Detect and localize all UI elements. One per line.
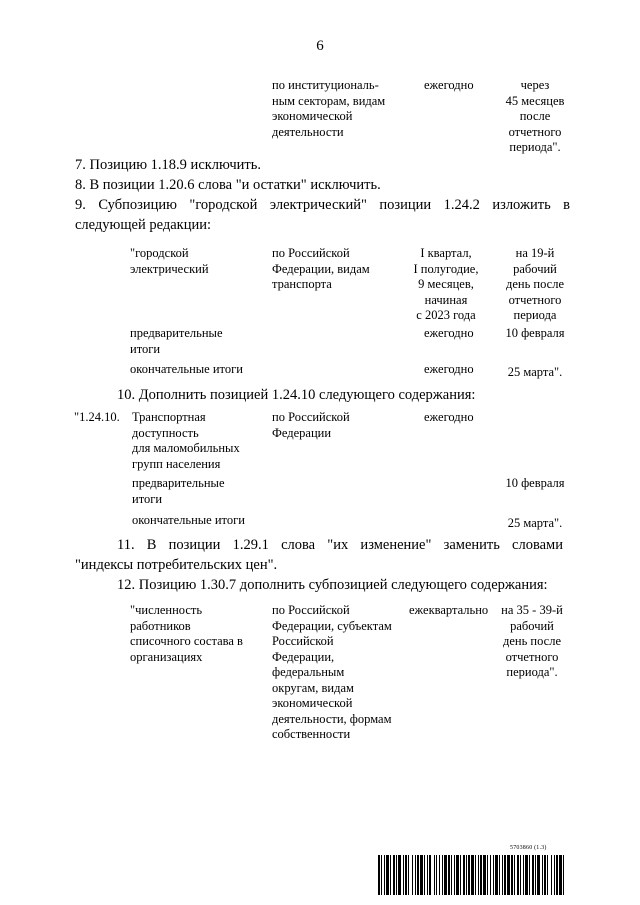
barcode-bar xyxy=(448,855,450,895)
barcode-bar xyxy=(542,855,543,895)
barcode-bar xyxy=(504,855,506,895)
barcode-bar xyxy=(415,855,416,895)
barcode-bar xyxy=(381,855,382,895)
barcode-bar xyxy=(551,855,552,895)
position-final-label: окончательные итоги xyxy=(132,513,245,527)
barcode-bar xyxy=(514,855,515,895)
position-regularity-cell: по Российской Федерации xyxy=(272,410,350,440)
barcode-bar xyxy=(405,855,407,895)
barcode-bar xyxy=(525,855,528,895)
barcode-bar xyxy=(460,855,461,895)
barcode-bar xyxy=(490,855,491,895)
barcode-bar xyxy=(442,855,443,895)
barcode-bar xyxy=(507,855,510,895)
barcode-bar xyxy=(535,855,536,895)
barcode-bar xyxy=(386,855,389,895)
top-regularity-cell: по институциональ- ным секторам, видам экономической деятельности xyxy=(272,78,386,139)
barcode-bar xyxy=(468,855,470,895)
barcode-bar xyxy=(434,855,435,895)
barcode-bar xyxy=(532,855,534,895)
paragraph-9-line-1: 9. Субпозицию "городской электрический" позиции 1.24.2 изложить в xyxy=(75,197,570,213)
subposition-regularity-cell: по Российской Федерации, видам транспорта xyxy=(272,246,370,291)
top-due-cell: через 45 месяцев после отчетного периода". xyxy=(505,78,565,154)
barcode-bar xyxy=(529,855,530,895)
barcode-bar xyxy=(556,855,558,895)
position-periodicity-cell: ежегодно xyxy=(424,410,474,424)
barcode-image xyxy=(378,855,568,895)
barcode-bar xyxy=(429,855,431,895)
subposition-periodicity-cell: I квартал, I полугодие, 9 месяцев, начиная с 2023 года xyxy=(413,246,479,322)
barcode-bar xyxy=(554,855,555,895)
barcode-bar xyxy=(378,855,380,895)
barcode-bar xyxy=(544,855,546,895)
subposition-name-cell: "городской электрический xyxy=(130,246,209,276)
prelim-results-label: предварительные итоги xyxy=(130,326,223,356)
prelim-periodicity-cell: ежегодно xyxy=(424,326,474,340)
position-final-due: 25 марта". xyxy=(507,516,563,530)
barcode-bar xyxy=(456,855,459,895)
subposition-staff-due-cell: на 35 - 39-й рабочий день после отчетного периода". xyxy=(501,603,563,679)
final-results-label: окончательные итоги xyxy=(130,362,243,376)
barcode-bar xyxy=(384,855,385,895)
barcode-bar xyxy=(547,855,548,895)
subposition-staff-regularity-cell: по Российской Федерации, субъектам Российской Федерации, федеральным округам, видам экономической деятельности, формам собственности xyxy=(272,603,392,741)
barcode-bar xyxy=(475,855,476,895)
subposition-staff-periodicity-cell: ежеквартально xyxy=(409,603,489,617)
final-periodicity-cell: ежегодно xyxy=(424,362,474,376)
paragraph-12: 12. Позицию 1.30.7 дополнить субпозицией следующего содержания: xyxy=(117,577,548,593)
barcode-bar xyxy=(478,855,479,895)
paragraph-10: 10. Дополнить позицией 1.24.10 следующего содержания: xyxy=(117,387,476,403)
barcode-bar xyxy=(420,855,423,895)
barcode-bar xyxy=(393,855,395,895)
barcode-bar xyxy=(412,855,413,895)
barcode-bar xyxy=(559,855,562,895)
barcode-bar xyxy=(463,855,465,895)
prelim-due-cell: 10 февраля xyxy=(505,326,565,340)
barcode-bar xyxy=(408,855,409,895)
subposition-due-cell: на 19-й рабочий день после отчетного периода xyxy=(505,246,564,322)
paragraph-11-line-2: "индексы потребительских цен". xyxy=(75,557,278,573)
position-prelim-label: предварительные итоги xyxy=(132,476,225,506)
barcode-bar xyxy=(439,855,440,895)
barcode-bar xyxy=(511,855,513,895)
barcode-bar xyxy=(390,855,391,895)
paragraph-11-line-1: 11. В позиции 1.29.1 слова "их изменение" заменить словами xyxy=(117,537,563,553)
subposition-staff-name-cell: "численность работников списочного состава в организациях xyxy=(130,603,243,664)
position-prelim-due: 10 февраля xyxy=(505,476,565,490)
barcode-bar xyxy=(480,855,482,895)
barcode-bar xyxy=(502,855,503,895)
barcode-bar xyxy=(417,855,419,895)
paragraph-9-line-2: следующей редакции: xyxy=(75,217,212,233)
barcode-bar xyxy=(436,855,437,895)
barcode-bar xyxy=(403,855,404,895)
barcode-caption: 5703860 (1.3) xyxy=(510,845,547,851)
top-periodicity-cell: ежегодно xyxy=(424,78,474,92)
barcode-bar xyxy=(495,855,498,895)
barcode-bar xyxy=(471,855,474,895)
barcode-bar xyxy=(451,855,452,895)
barcode-bar xyxy=(427,855,428,895)
barcode-bar xyxy=(563,855,564,895)
paragraph-8: 8. В позиции 1.20.6 слова "и остатки" исключить. xyxy=(75,177,381,193)
barcode-bar xyxy=(487,855,488,895)
barcode-bar xyxy=(424,855,425,895)
position-number: "1.24.10. xyxy=(74,410,120,424)
paragraph-7: 7. Позицию 1.18.9 исключить. xyxy=(75,157,261,173)
page-number: 6 xyxy=(316,38,324,54)
barcode-bar xyxy=(520,855,521,895)
barcode-bar xyxy=(493,855,494,895)
barcode-bar xyxy=(523,855,524,895)
final-due-cell: 25 марта". xyxy=(507,365,563,379)
barcode-bar xyxy=(499,855,500,895)
barcode-bar xyxy=(466,855,467,895)
barcode-bar xyxy=(537,855,540,895)
barcode-bar xyxy=(398,855,401,895)
barcode-bar xyxy=(517,855,519,895)
barcode-bar xyxy=(454,855,455,895)
barcode-bar xyxy=(396,855,397,895)
barcode-bar xyxy=(444,855,447,895)
barcode-bar xyxy=(483,855,486,895)
position-name-cell: Транспортная доступность для маломобильных групп населения xyxy=(132,410,240,471)
